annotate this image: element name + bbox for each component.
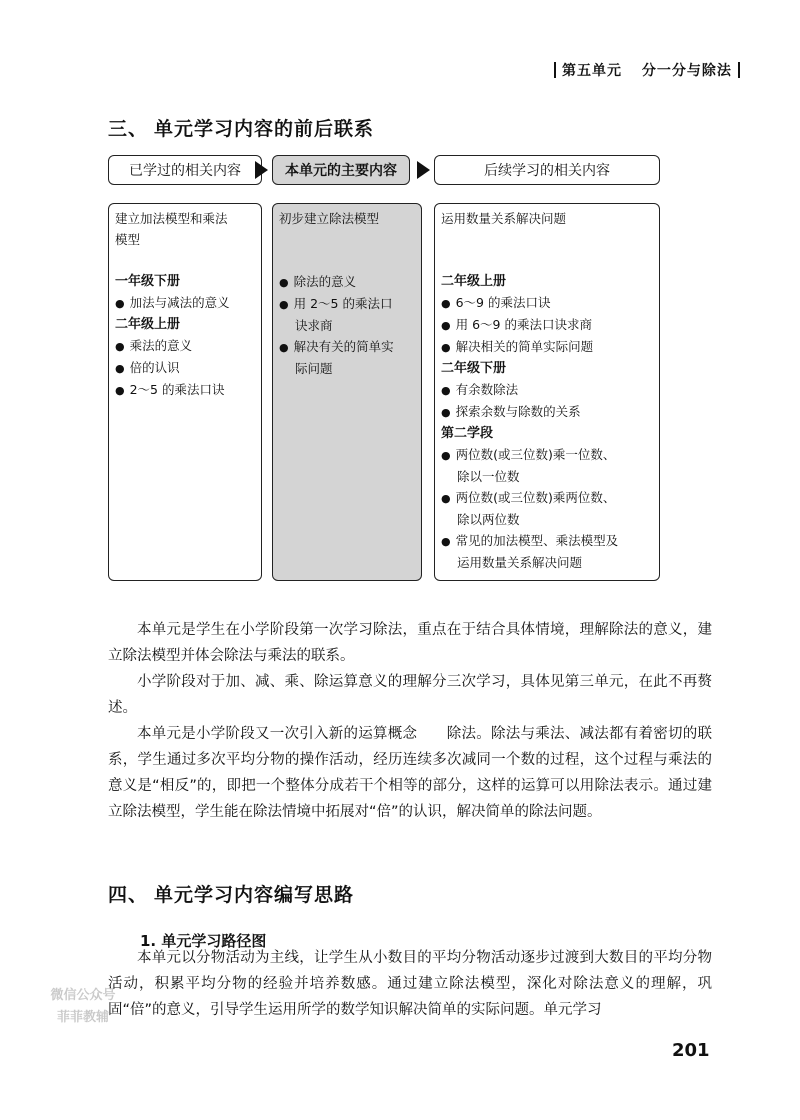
col1-intro-line: 建立加法模型和乘法 (115, 211, 228, 226)
col3-list-item-cont: 运用数量关系解决问题 (457, 555, 583, 570)
col3-grade-heading: 第二学段 (441, 426, 494, 441)
col3-list-item: ● 两位数(或三位数)乘一位数、 (441, 444, 653, 466)
col1-grade-heading: 一年级下册 (115, 274, 181, 289)
arrow-right-icon (417, 161, 430, 179)
column-prior (108, 203, 262, 581)
col3-grade-heading: 二年级下册 (441, 361, 507, 376)
page-number: 201 (672, 1040, 710, 1061)
col1-list-item: ● 加法与减法的意义 (115, 292, 255, 314)
divider (738, 62, 740, 78)
column-current (272, 203, 422, 581)
col1-grade-heading: 二年级上册 (115, 317, 181, 332)
col3-list-item: ● 解决相关的简单实际问题 (441, 336, 653, 358)
watermark-line: 菲菲教辅 (56, 1010, 109, 1025)
col2-list-item: ● 解决有关的简单实 (279, 336, 415, 358)
paragraph: 本单元是学生在小学阶段第一次学习除法，重点在于结合具体情境，理解除法的意义，建立除法模型并体会除法与乘法的联系。 (108, 622, 712, 664)
col1-intro-line: 模型 (115, 232, 141, 247)
running-head-unit: 第五单元 (562, 63, 622, 79)
section-4-number: 四、 (108, 884, 149, 906)
running-head (548, 60, 758, 80)
divider (554, 62, 556, 78)
watermark-line: 微信公众号 (50, 988, 116, 1003)
col3-list-item: ● 探索余数与除数的关系 (441, 401, 653, 423)
col3-list-item: ● 两位数(或三位数)乘两位数、 (441, 487, 653, 509)
watermark (28, 985, 138, 1029)
col3-list-item-cont: 除以两位数 (457, 512, 520, 527)
section-4-text: 单元学习内容编写思路 (154, 884, 355, 906)
arrow-right-icon (255, 161, 268, 179)
col1-list-item: ● 倍的认识 (115, 357, 255, 379)
body-text-section-4 (108, 945, 712, 1023)
section-4-title (108, 880, 354, 907)
col2-intro-line: 初步建立除法模型 (279, 211, 380, 226)
col3-list-item: ● 6～9 的乘法口诀 (441, 292, 653, 314)
col3-list-item: ● 用 6～9 的乘法口诀求商 (441, 314, 653, 336)
section-3-number: 三、 (108, 118, 149, 140)
col3-list-item-cont: 除以一位数 (457, 469, 520, 484)
col3-list-item: ● 有余数除法 (441, 379, 653, 401)
paragraph: 本单元以分物活动为主线，让学生从小数目的平均分物活动逐步过渡到大数目的平均分物活动，积累平均分物的经验并培养数感。通过建立除法模型，深化对除法意义的理解，巩固“倍”的意义，引导学生运用所学的数学知识解决简单的实际问题。单元学习 (108, 950, 712, 1018)
col1-list-item: ● 乘法的意义 (115, 335, 255, 357)
col2-list-item: ● 除法的意义 (279, 271, 415, 293)
subsection-title: 1. 单元学习路径图 (140, 932, 267, 950)
col3-grade-heading: 二年级上册 (441, 274, 507, 289)
paragraph: 小学阶段对于加、减、乘、除运算意义的理解分三次学习，具体见第三单元，在此不再赘述。 (108, 674, 712, 716)
col3-list-item: ● 常见的加法模型、乘法模型及 (441, 530, 653, 552)
col2-list-item-cont: 诀求商 (295, 318, 333, 333)
section-3-text: 单元学习内容的前后联系 (154, 118, 375, 140)
col3-intro-line: 运用数量关系解决问题 (441, 211, 567, 226)
header-current: 本单元的主要内容 (272, 155, 410, 185)
col2-list-item-cont: 际问题 (295, 361, 333, 376)
paragraph: 本单元是小学阶段又一次引入新的运算概念 除法。除法与乘法、减法都有着密切的联系，学生通过多次平均分物的操作活动，经历连续多次减同一个数的过程，这个过程与乘法的意义是“相反”的，即把一个整体分成若干个相等的部分，这样的运算可以用除法表示。通过建立除法模型，学生能在除法情境中拓展对“倍”的认识，解决简单的除法问题。 (108, 726, 712, 820)
header-later: 后续学习的相关内容 (434, 155, 660, 185)
header-prior: 已学过的相关内容 (108, 155, 262, 185)
col1-list-item: ● 2～5 的乘法口诀 (115, 379, 255, 401)
col2-list-item: ● 用 2～5 的乘法口 (279, 293, 415, 315)
running-head-title: 分一分与除法 (641, 63, 732, 79)
column-later (434, 203, 660, 581)
body-text (108, 617, 712, 825)
section-3-title (108, 114, 374, 141)
